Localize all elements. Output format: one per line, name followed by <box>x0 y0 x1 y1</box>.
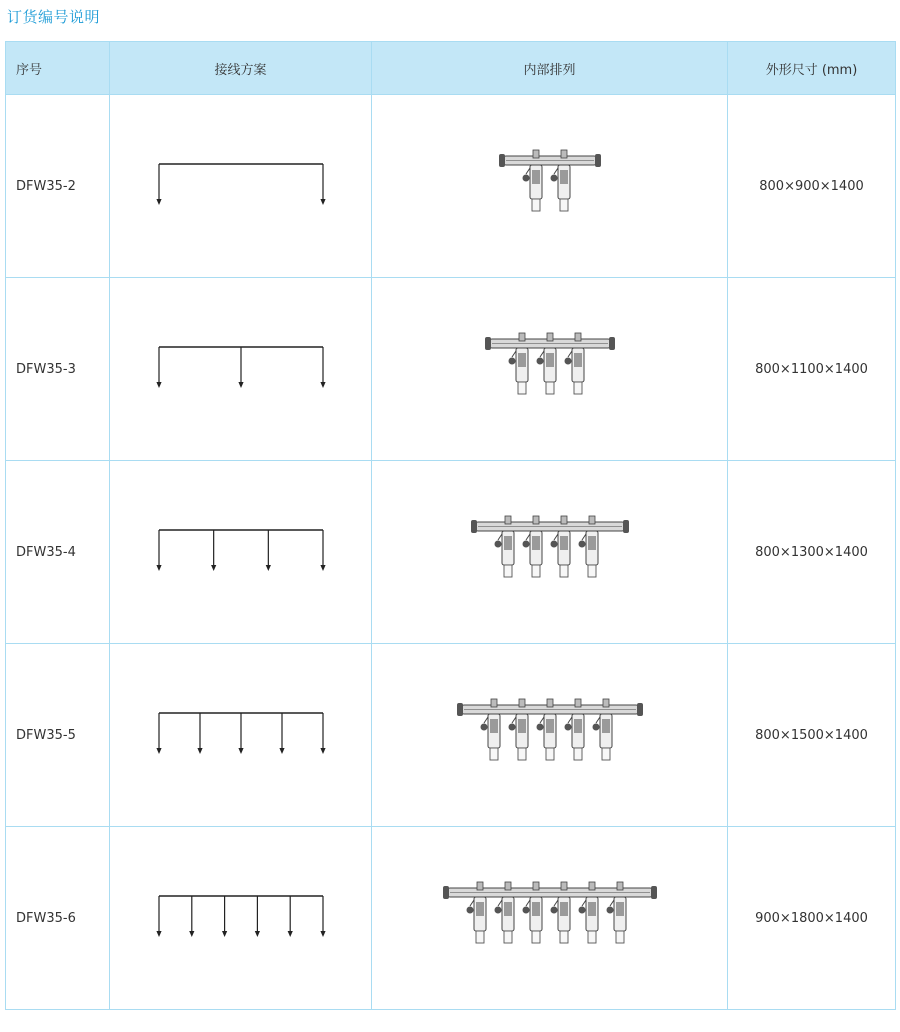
unit-link <box>498 900 502 906</box>
unit-core <box>504 902 512 916</box>
switchgear-arrangement-drawing <box>440 695 660 775</box>
header-dimensions: 外形尺寸 (mm) <box>728 42 896 95</box>
unit-top-joint <box>603 699 609 707</box>
unit-core <box>546 719 554 733</box>
unit-operating-arm <box>466 907 473 914</box>
outlet-arrow <box>189 931 194 937</box>
switchgear-assembly <box>471 516 629 577</box>
arrangement-cell <box>372 278 728 461</box>
unit-top-joint <box>561 150 567 158</box>
unit-bushing <box>588 931 596 943</box>
arrangement-cell <box>372 461 728 644</box>
switchgear-assembly <box>443 882 657 943</box>
unit-core <box>518 719 526 733</box>
unit-top-joint <box>533 516 539 524</box>
unit-top-joint <box>547 333 553 341</box>
outlet-arrow <box>320 565 325 571</box>
unit-core <box>490 719 498 733</box>
unit-core <box>546 353 554 367</box>
outlet-arrow <box>287 931 292 937</box>
unit-core <box>560 170 568 184</box>
unit-operating-arm <box>564 358 571 365</box>
header-code: 序号 <box>6 42 110 95</box>
wiring-scheme-diagram <box>151 156 331 216</box>
unit-bushing <box>574 748 582 760</box>
bus-end-cap <box>443 886 449 899</box>
unit-operating-arm <box>550 541 557 548</box>
unit-core <box>574 719 582 733</box>
unit-operating-arm <box>508 358 515 365</box>
unit-operating-arm <box>522 541 529 548</box>
switchgear-assembly <box>457 699 643 760</box>
unit-core <box>518 353 526 367</box>
unit-top-joint <box>547 699 553 707</box>
unit-core <box>602 719 610 733</box>
unit-link <box>540 351 544 357</box>
switchgear-assembly <box>485 333 615 394</box>
unit-top-joint <box>617 882 623 890</box>
unit-operating-arm <box>578 541 585 548</box>
outlet-arrow <box>265 565 270 571</box>
unit-core <box>532 170 540 184</box>
unit-top-joint <box>589 516 595 524</box>
unit-operating-arm <box>508 724 515 731</box>
unit-operating-arm <box>550 907 557 914</box>
wiring-scheme-diagram <box>151 522 331 582</box>
switchgear-arrangement-drawing <box>440 512 660 592</box>
unit-core <box>560 536 568 550</box>
unit-bushing <box>518 748 526 760</box>
unit-top-joint <box>491 699 497 707</box>
bus-end-cap <box>485 337 491 350</box>
unit-link <box>470 900 474 906</box>
unit-top-joint <box>477 882 483 890</box>
bus-end-cap <box>595 154 601 167</box>
wiring-scheme-cell <box>110 95 372 278</box>
unit-core <box>574 353 582 367</box>
outlet-arrow <box>238 748 243 754</box>
unit-top-joint <box>561 516 567 524</box>
unit-operating-arm <box>536 358 543 365</box>
arrangement-cell <box>372 95 728 278</box>
dimensions-value: 800×1100×1400 <box>728 278 896 461</box>
unit-core <box>588 536 596 550</box>
outlet-arrow <box>156 748 161 754</box>
unit-bushing <box>560 565 568 577</box>
unit-top-joint <box>519 699 525 707</box>
unit-bushing <box>560 199 568 211</box>
outlet-arrow <box>156 565 161 571</box>
unit-link <box>568 717 572 723</box>
unit-top-joint <box>505 516 511 524</box>
dimensions-value: 900×1800×1400 <box>728 827 896 1010</box>
unit-core <box>560 902 568 916</box>
table-row <box>6 461 896 644</box>
outlet-arrow <box>197 748 202 754</box>
unit-operating-arm <box>522 907 529 914</box>
unit-link <box>526 534 530 540</box>
unit-link <box>568 351 572 357</box>
outlet-arrow <box>156 931 161 937</box>
unit-core <box>476 902 484 916</box>
model-code: DFW35-5 <box>6 644 110 827</box>
page-title: 订货编号说明 <box>7 8 101 26</box>
unit-link <box>512 351 516 357</box>
header-scheme: 接线方案 <box>110 42 372 95</box>
unit-bushing <box>504 565 512 577</box>
unit-operating-arm <box>494 907 501 914</box>
arrangement-cell <box>372 644 728 827</box>
unit-link <box>554 900 558 906</box>
header-arrangement: 内部排列 <box>372 42 728 95</box>
outlet-arrow <box>211 565 216 571</box>
unit-top-joint <box>505 882 511 890</box>
unit-link <box>582 534 586 540</box>
unit-link <box>484 717 488 723</box>
table-row <box>6 95 896 278</box>
unit-top-joint <box>575 699 581 707</box>
outlet-arrow <box>222 931 227 937</box>
unit-top-joint <box>519 333 525 341</box>
model-code: DFW35-6 <box>6 827 110 1010</box>
unit-bushing <box>574 382 582 394</box>
wiring-scheme-cell <box>110 461 372 644</box>
unit-top-joint <box>533 150 539 158</box>
wiring-scheme-cell <box>110 278 372 461</box>
unit-operating-arm <box>494 541 501 548</box>
unit-link <box>596 717 600 723</box>
bus-end-cap <box>609 337 615 350</box>
unit-bushing <box>476 931 484 943</box>
unit-operating-arm <box>550 175 557 182</box>
unit-top-joint <box>575 333 581 341</box>
table-row <box>6 827 896 1010</box>
switchgear-assembly <box>499 150 601 211</box>
unit-operating-arm <box>606 907 613 914</box>
unit-operating-arm <box>480 724 487 731</box>
table-row <box>6 644 896 827</box>
unit-core <box>532 536 540 550</box>
table-header-row <box>6 42 896 95</box>
unit-link <box>554 168 558 174</box>
table-row <box>6 278 896 461</box>
wiring-scheme-cell <box>110 644 372 827</box>
outlet-arrow <box>320 748 325 754</box>
bus-end-cap <box>471 520 477 533</box>
unit-link <box>540 717 544 723</box>
unit-bushing <box>504 931 512 943</box>
unit-top-joint <box>589 882 595 890</box>
dimensions-value: 800×900×1400 <box>728 95 896 278</box>
unit-core <box>616 902 624 916</box>
unit-core <box>532 902 540 916</box>
bus-end-cap <box>457 703 463 716</box>
unit-bushing <box>616 931 624 943</box>
outlet-arrow <box>320 931 325 937</box>
unit-link <box>610 900 614 906</box>
bus-end-cap <box>637 703 643 716</box>
unit-bushing <box>588 565 596 577</box>
outlet-arrow <box>156 382 161 388</box>
unit-operating-arm <box>578 907 585 914</box>
dimensions-value: 800×1500×1400 <box>728 644 896 827</box>
bus-end-cap <box>499 154 505 167</box>
unit-link <box>498 534 502 540</box>
unit-link <box>582 900 586 906</box>
unit-link <box>512 717 516 723</box>
wiring-scheme-diagram <box>151 705 331 765</box>
unit-operating-arm <box>592 724 599 731</box>
unit-operating-arm <box>522 175 529 182</box>
switchgear-arrangement-drawing <box>440 146 660 226</box>
model-code: DFW35-2 <box>6 95 110 278</box>
wiring-scheme-diagram <box>151 339 331 399</box>
unit-core <box>588 902 596 916</box>
outlet-arrow <box>279 748 284 754</box>
unit-bushing <box>532 565 540 577</box>
bus-end-cap <box>651 886 657 899</box>
outlet-arrow <box>238 382 243 388</box>
bus-end-cap <box>623 520 629 533</box>
unit-operating-arm <box>564 724 571 731</box>
unit-bushing <box>532 931 540 943</box>
switchgear-arrangement-drawing <box>440 878 660 958</box>
order-code-table <box>5 41 896 1010</box>
outlet-arrow <box>254 931 259 937</box>
unit-link <box>526 900 530 906</box>
arrangement-cell <box>372 827 728 1010</box>
unit-link <box>554 534 558 540</box>
switchgear-arrangement-drawing <box>440 329 660 409</box>
model-code: DFW35-3 <box>6 278 110 461</box>
wiring-scheme-cell <box>110 827 372 1010</box>
unit-bushing <box>490 748 498 760</box>
dimensions-value: 800×1300×1400 <box>728 461 896 644</box>
unit-core <box>504 536 512 550</box>
unit-bushing <box>546 382 554 394</box>
outlet-arrow <box>320 199 325 205</box>
unit-bushing <box>518 382 526 394</box>
unit-link <box>526 168 530 174</box>
wiring-scheme-diagram <box>151 888 331 948</box>
unit-top-joint <box>533 882 539 890</box>
outlet-arrow <box>156 199 161 205</box>
unit-bushing <box>560 931 568 943</box>
model-code: DFW35-4 <box>6 461 110 644</box>
unit-bushing <box>546 748 554 760</box>
unit-top-joint <box>561 882 567 890</box>
unit-operating-arm <box>536 724 543 731</box>
outlet-arrow <box>320 382 325 388</box>
unit-bushing <box>602 748 610 760</box>
unit-bushing <box>532 199 540 211</box>
